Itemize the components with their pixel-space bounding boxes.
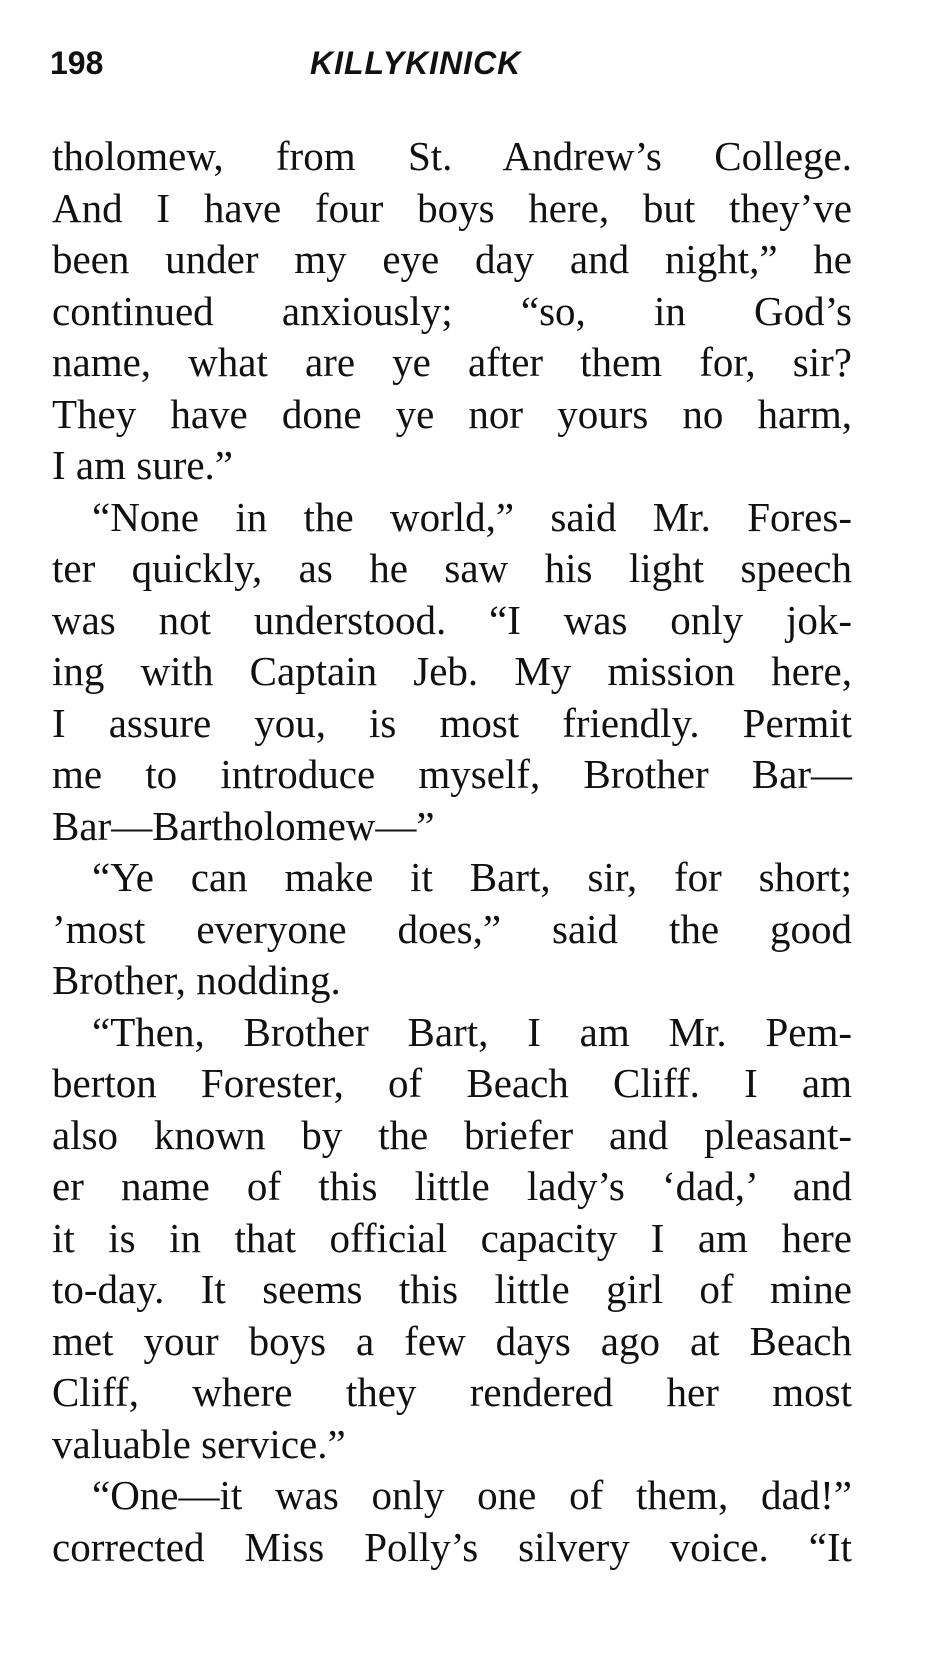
text-line: I assure you, is most friendly. Permit	[52, 699, 852, 746]
text-line: also known by the briefer and pleasant-	[52, 1111, 852, 1158]
text-line: was not understood. “I was only jok-	[52, 596, 852, 643]
text-line: ter quickly, as he saw his light speech	[52, 545, 852, 591]
text-line: tholomew, from St. Andrew’s College.	[52, 133, 852, 179]
text-line: been under my eye day and night,” he	[52, 236, 852, 282]
text-line: “One—it was only one of them, dad!”	[92, 1472, 852, 1518]
text-line: valuable service.”	[52, 1420, 346, 1467]
text-line: er name of this little lady’s ‘dad,’ and	[52, 1163, 852, 1209]
text-line: ing with Captain Jeb. My mission here,	[52, 648, 852, 694]
text-line: corrected Miss Polly’s silvery voice. “It	[52, 1523, 852, 1570]
text-line: “Then, Brother Bart, I am Mr. Pem-	[92, 1008, 852, 1055]
text-line: me to introduce myself, Brother Bar—	[52, 751, 852, 797]
body-text	[52, 131, 852, 1573]
text-line: met your boys a few days ago at Beach	[52, 1317, 852, 1364]
text-line: to-day. It seems this little girl of mine	[52, 1266, 852, 1312]
text-line: berton Forester, of Beach Cliff. I am	[52, 1060, 852, 1106]
text-line: it is in that official capacity I am here	[52, 1214, 852, 1261]
text-line: continued anxiously; “so, in God’s	[52, 287, 852, 334]
text-line: Cliff, where they rendered her most	[52, 1369, 852, 1415]
text-line: Brother, nodding.	[52, 957, 341, 1003]
text-line: ’most everyone does,” said the good	[52, 905, 852, 952]
text-line: They have done ye nor yours no harm,	[52, 390, 852, 437]
running-head	[50, 38, 840, 88]
text-line: name, what are ye after them for, sir?	[52, 339, 852, 385]
text-line: And I have four boys here, but they’ve	[52, 184, 852, 231]
running-title: KILLYKINICK	[310, 45, 522, 81]
text-line: “Ye can make it Bart, sir, for short;	[92, 854, 852, 900]
text-line: I am sure.”	[52, 442, 233, 488]
text-line: Bar—Bartholomew—”	[52, 802, 435, 849]
page-number: 198	[50, 45, 104, 81]
text-line: “None in the world,” said Mr. Fores-	[92, 493, 852, 540]
